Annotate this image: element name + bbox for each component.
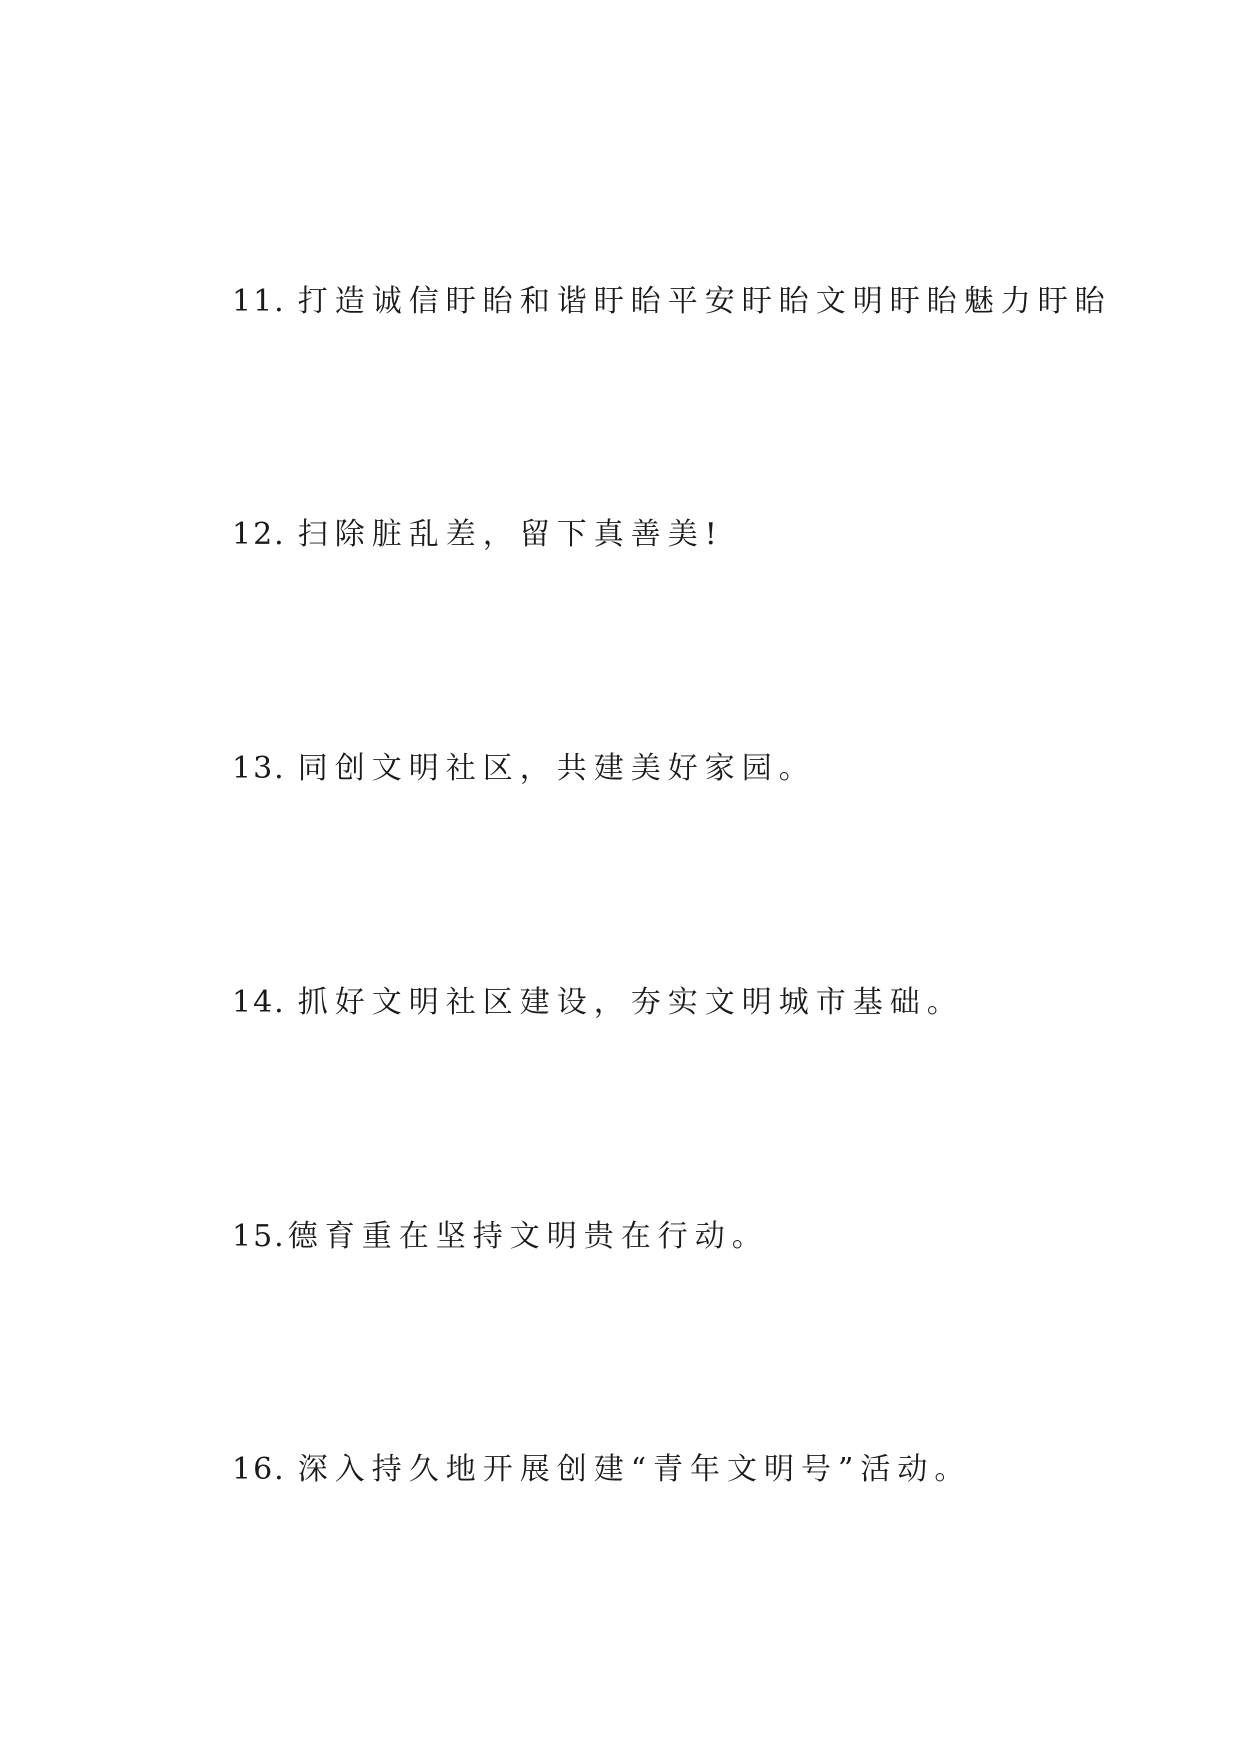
list-item	[232, 1217, 769, 1257]
item-text: 打造诚信盱眙和谐盱眙平安盱眙文明盱眙魅力盱眙	[297, 284, 1112, 319]
item-text: 同创文明社区，共建美好家园。	[297, 751, 816, 786]
item-text: 扫除脏乱差，留下真善美!	[297, 517, 724, 552]
item-number: 14.	[232, 985, 286, 1020]
list-item	[232, 515, 724, 555]
item-text: 深入持久地开展创建“青年文明号”活动。	[297, 1452, 972, 1487]
item-number: 11.	[232, 284, 286, 319]
item-text: 抓好文明社区建设，夯实文明城市基础。	[297, 985, 964, 1020]
list-item	[232, 282, 1112, 322]
list-item	[232, 1450, 971, 1490]
item-number: 16.	[232, 1452, 286, 1487]
item-number: 12.	[232, 517, 286, 552]
list-item	[232, 983, 964, 1023]
item-number: 15.	[232, 1219, 286, 1254]
item-number: 13.	[232, 751, 286, 786]
item-text: 德育重在坚持文明贵在行动。	[287, 1219, 769, 1254]
list-item	[232, 749, 816, 789]
